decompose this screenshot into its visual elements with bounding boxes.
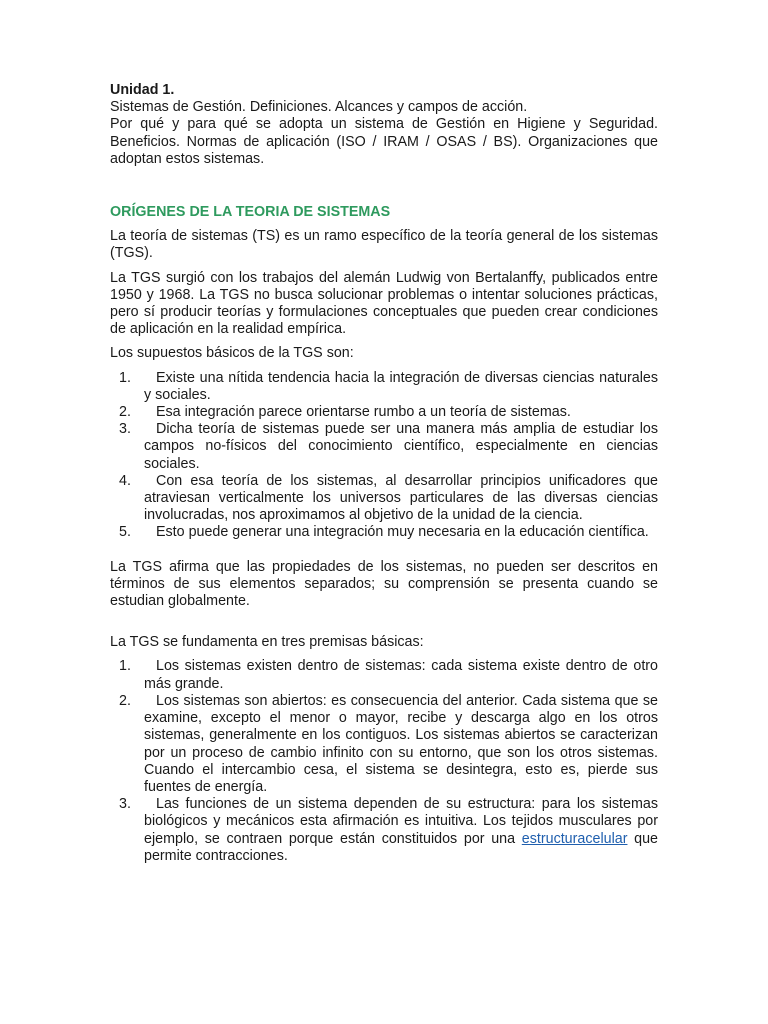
- list-text: [144, 796, 658, 865]
- list-item: [110, 473, 658, 525]
- list-text: Dicha teoría de sistemas puede ser una manera más amplia de estudiar los campos no-físicos del conocimiento científico, especialmente en ciencias sociales.: [144, 421, 658, 472]
- list-text-after-link: que permite contracciones.: [144, 830, 659, 864]
- list-item: [110, 524, 658, 541]
- list-item: [110, 658, 658, 692]
- assumptions-list: [110, 370, 658, 542]
- list-text: Los sistemas existen dentro de sistemas: cada sistema existe dentro de otro más grande.: [144, 658, 658, 692]
- list-text: Existe una nítida tendencia hacia la integración de diversas ciencias naturales y sociales.: [144, 369, 658, 403]
- list-item: [110, 404, 658, 421]
- list-text: Esto puede generar una integración muy necesaria en la educación científica.: [156, 524, 649, 541]
- list-number: 1.: [119, 369, 131, 386]
- paragraph-tgs-origin: La TGS surgió con los trabajos del alemán Ludwig von Bertalanffy, publicados entre 1950 y 1968. La TGS no busca solucionar problemas o intentar soluciones prácticas, pero sí producir teorías y formulaciones conceptuales que pueden crear condiciones de aplicación en la realidad empírica.: [110, 269, 658, 338]
- list-text: Los sistemas son abiertos: es consecuencia del anterior. Cada sistema que se examine, excepto el menor o mayor, recibe y descarga algo en los otros sistemas, generalmente en los contiguos. Los sistemas abiertos se caracterizan por un proceso de cambio infinito con su entorno, que son los otros sistemas. Cuando el intercambio cesa, el sistema se desintegra, esto es, pierde sus fuentes de energía.: [144, 692, 658, 795]
- section-heading: ORÍGENES DE LA TEORIA DE SISTEMAS: [110, 204, 391, 221]
- list-text: Con esa teoría de los sistemas, al desarrollar principios unificadores que atraviesan verticalmente los universos particulares de las diversas ciencias involucradas, nos aproximamos al objetivo de la unidad de la ciencia.: [144, 472, 658, 524]
- list-item: [110, 421, 658, 473]
- list-item: [110, 693, 658, 796]
- estructuracelular-link[interactable]: estructuracelular: [521, 830, 628, 847]
- list-number: 5.: [119, 524, 131, 541]
- paragraph-tgs-properties: La TGS afirma que las propiedades de los sistemas, no pueden ser descritos en términos de sus elementos separados; su comprensión se presenta cuando se estudian globalmente.: [110, 558, 658, 610]
- list-item: [110, 370, 658, 404]
- list-item: [110, 796, 658, 865]
- list-number: 3.: [119, 421, 131, 438]
- list-number: 2.: [119, 692, 131, 709]
- paragraph-premises-intro: La TGS se fundamenta en tres premisas básicas:: [110, 634, 424, 651]
- list-text-before-link: Las funciones de un sistema dependen de su estructura: para los sistemas biológicos y mecánicos esta afirmación es intuitiva. Los tejidos musculares por ejemplo, se contraen porque están constituidos por una: [144, 796, 658, 847]
- unit-topics-line: Sistemas de Gestión. Definiciones. Alcances y campos de acción.: [110, 99, 528, 116]
- paragraph-ts-definition: La teoría de sistemas (TS) es un ramo específico de la teoría general de los sistemas (TGS).: [110, 228, 658, 262]
- unit-topics-paragraph: Por qué y para qué se adopta un sistema de Gestión en Higiene y Seguridad. Beneficios. Normas de aplicación (ISO / IRAM / OSAS / BS). Organizaciones que adoptan estos sistemas.: [110, 116, 658, 167]
- spacer: [110, 617, 658, 634]
- spacer: [110, 542, 658, 559]
- list-text: Esa integración parece orientarse rumbo a un teoría de sistemas.: [156, 404, 571, 421]
- paragraph-assumptions-intro: Los supuestos básicos de la TGS son:: [110, 345, 354, 362]
- unit-title: Unidad 1.: [110, 82, 175, 98]
- list-number: 2.: [119, 404, 131, 421]
- list-number: 1.: [119, 658, 131, 675]
- premises-list: [110, 658, 658, 864]
- list-number: 4.: [119, 472, 131, 489]
- list-number: 3.: [119, 796, 131, 813]
